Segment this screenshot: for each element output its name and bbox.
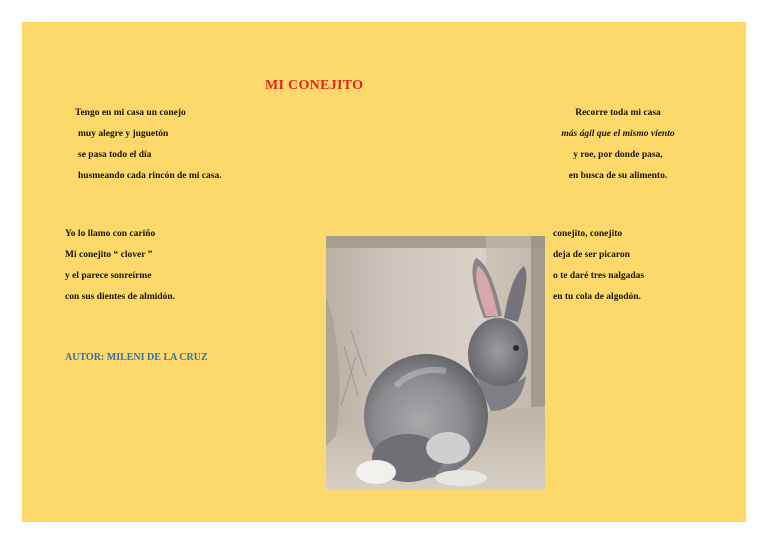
poem-title: MI CONEJITO: [265, 78, 364, 93]
verse-line: deja de ser picaron: [553, 250, 630, 260]
stanza-3: [65, 224, 175, 308]
verse-line: y roe, por donde pasa,: [573, 150, 663, 160]
verse-line: y el parece sonreírme: [65, 271, 152, 281]
stanza-4: [553, 224, 644, 308]
stanza-2: [548, 103, 688, 187]
verse-line: conejito, conejito: [553, 229, 623, 239]
verse-line: se pasa todo el día: [78, 150, 152, 160]
verse-line: husmeando cada rincón de mi casa.: [78, 171, 222, 181]
verse-line: Tengo en mi casa un conejo: [75, 108, 186, 118]
rabbit-photo: [326, 236, 545, 489]
verse-line: en tu cola de algodón.: [553, 292, 641, 302]
verse-line: muy alegre y juguetón: [78, 129, 169, 139]
verse-line: o te daré tres nalgadas: [553, 271, 645, 281]
verse-line: con sus dientes de almidón.: [65, 292, 176, 302]
verse-line: Mi conejito “ clover ”: [65, 250, 153, 260]
stanza-1: [75, 103, 222, 187]
author-credit: AUTOR: MILENI DE LA CRUZ: [65, 352, 208, 363]
verse-line: más ágil que el mismo viento: [561, 129, 675, 139]
verse-line: Recorre toda mi casa: [575, 108, 661, 118]
verse-line: Yo lo llamo con cariño: [65, 229, 156, 239]
verse-line: en busca de su alimento.: [568, 171, 668, 181]
